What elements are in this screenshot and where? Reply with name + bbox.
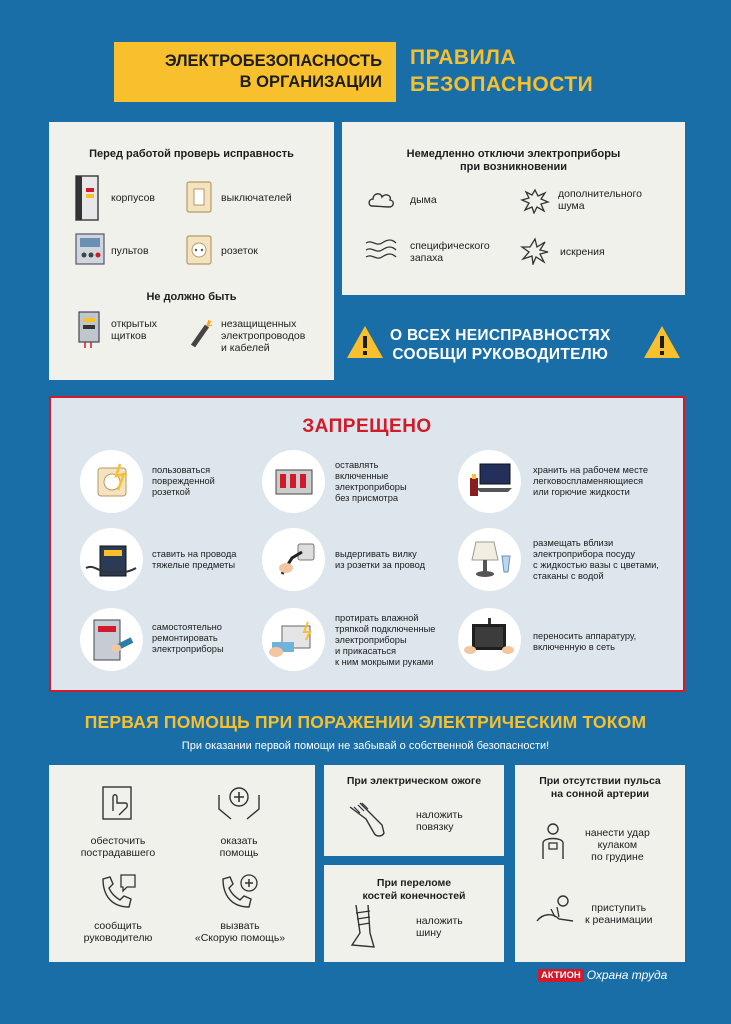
smoke-icon xyxy=(366,186,396,212)
fracture-title: При переломе костей конечностей xyxy=(362,877,466,902)
resuscitation-icon xyxy=(533,891,577,931)
forbidden-item-5: выдергивать вилку из розетки за провод xyxy=(335,549,426,570)
control-panel-icon xyxy=(74,232,106,266)
self-repair-icon xyxy=(80,608,143,671)
fracture-action: наложить шину xyxy=(416,915,463,939)
forbidden-item-3: хранить на рабочем месте легковоспламеняющиеся или горючие жидкости xyxy=(533,465,649,497)
unattended-devices-icon xyxy=(262,450,325,513)
forbidden-item-7: самостоятельно ремонтировать электроприборы xyxy=(152,622,224,654)
first-aid-subtitle: При оказании первой помощи не забывай о собственной безопасности! xyxy=(181,740,550,752)
check-item-panels: пультов xyxy=(111,245,149,257)
disconnect-odor: специфического запаха xyxy=(410,240,490,264)
warning-text: О ВСЕХ НЕИСПРАВНОСТЯХ СООБЩИ РУКОВОДИТЕЛЮ xyxy=(390,327,611,363)
noise-icon xyxy=(520,186,550,214)
brand-name: Охрана труда xyxy=(586,968,668,982)
first-aid-title: ПЕРВАЯ ПОМОЩЬ ПРИ ПОРАЖЕНИИ ЭЛЕКТРИЧЕСКИМ ТОКОМ xyxy=(84,712,647,732)
socket-icon xyxy=(185,234,213,266)
warning-triangle-icon xyxy=(345,324,385,360)
damaged-socket-icon xyxy=(80,450,143,513)
disconnect-smoke: дыма xyxy=(410,194,437,206)
pulse-action-punch: нанести удар кулаком по грудине xyxy=(585,827,650,863)
disconnect-panel xyxy=(342,122,685,295)
check-panel xyxy=(49,122,334,380)
warning-triangle-icon xyxy=(642,324,682,360)
pulse-panel xyxy=(515,765,685,962)
burn-title: При электрическом ожоге xyxy=(346,775,482,787)
first-aid-steps-panel xyxy=(49,765,315,962)
pull-plug-icon xyxy=(262,528,325,591)
open-switchboard-icon xyxy=(77,310,103,350)
device-case-icon xyxy=(74,174,102,222)
step-power-off: обесточить пострадавшего xyxy=(80,835,156,859)
disconnect-sparking: искрения xyxy=(560,246,605,258)
must-not-open-panels: открытых щитков xyxy=(111,318,158,342)
ambulance-call-icon xyxy=(217,871,261,911)
check-item-switches: выключателей xyxy=(221,192,292,204)
heavy-on-wire-icon xyxy=(80,528,143,591)
step-call-ambulance: вызвать «Скорую помощь» xyxy=(194,920,286,944)
pulse-title: При отсутствии пульса на сонной артерии xyxy=(539,775,661,800)
header-title-box xyxy=(114,42,396,102)
bare-cable-icon xyxy=(189,318,215,350)
brand xyxy=(538,968,667,982)
forbidden-item-8: протирать влажной тряпкой подключенные электроприборы и прикасаться к ним мокрыми руками xyxy=(335,613,436,667)
forbidden-item-1: пользоваться поврежденной розеткой xyxy=(152,465,215,497)
burn-panel xyxy=(324,765,504,856)
check-item-cases: корпусов xyxy=(111,192,155,204)
header-subtitle: ПРАВИЛА БЕЗОПАСНОСТИ xyxy=(410,46,594,96)
forbidden-item-2: оставлять включенные электроприборы без присмотра xyxy=(335,460,407,503)
phone-chat-icon xyxy=(97,871,139,911)
forbidden-item-9: переносить аппаратуру, включенную в сеть xyxy=(533,631,637,652)
pulse-action-resuscitate: приступить к реанимации xyxy=(585,902,653,926)
disconnect-noise: дополнительного шума xyxy=(558,188,642,212)
chest-punch-icon xyxy=(535,821,575,861)
fracture-panel xyxy=(324,865,504,962)
check-item-sockets: розеток xyxy=(221,245,258,257)
step-give-help: оказать помощь xyxy=(219,835,259,859)
liquid-near-device-icon xyxy=(458,528,521,591)
must-not-bare-cables: незащищенных электропроводов и кабелей xyxy=(221,318,306,354)
brand-logo: АКТИОН xyxy=(538,969,584,982)
carry-powered-device-icon xyxy=(458,608,521,671)
forbidden-title: ЗАПРЕЩЕНО xyxy=(302,416,432,437)
burn-action: наложить повязку xyxy=(416,809,463,833)
switch-icon xyxy=(185,180,213,214)
odor-icon xyxy=(364,237,398,263)
wet-cleaning-icon xyxy=(262,608,325,671)
forbidden-item-4: ставить на провода тяжелые предметы xyxy=(152,549,237,570)
splinted-leg-icon xyxy=(346,903,386,953)
bandaged-arm-icon xyxy=(346,799,390,843)
sparking-icon xyxy=(520,237,550,265)
must-not-title: Не должно быть xyxy=(146,291,237,303)
power-off-icon xyxy=(95,781,139,825)
check-title: Перед работой проверь исправность xyxy=(89,148,294,160)
forbidden-item-6: размещать вблизи электроприбора посуду с жидкостью вазы с цветами, стаканы с водой xyxy=(533,538,659,581)
help-hands-icon xyxy=(215,781,263,825)
flammable-liquids-icon xyxy=(458,450,521,513)
forbidden-panel xyxy=(49,396,685,692)
header-title: ЭЛЕКТРОБЕЗОПАСНОСТЬ В ОРГАНИЗАЦИИ xyxy=(164,52,382,91)
step-report-manager: сообщить руководителю xyxy=(83,920,153,944)
disconnect-title: Немедленно отключи электроприборы при возникновении xyxy=(406,148,621,173)
